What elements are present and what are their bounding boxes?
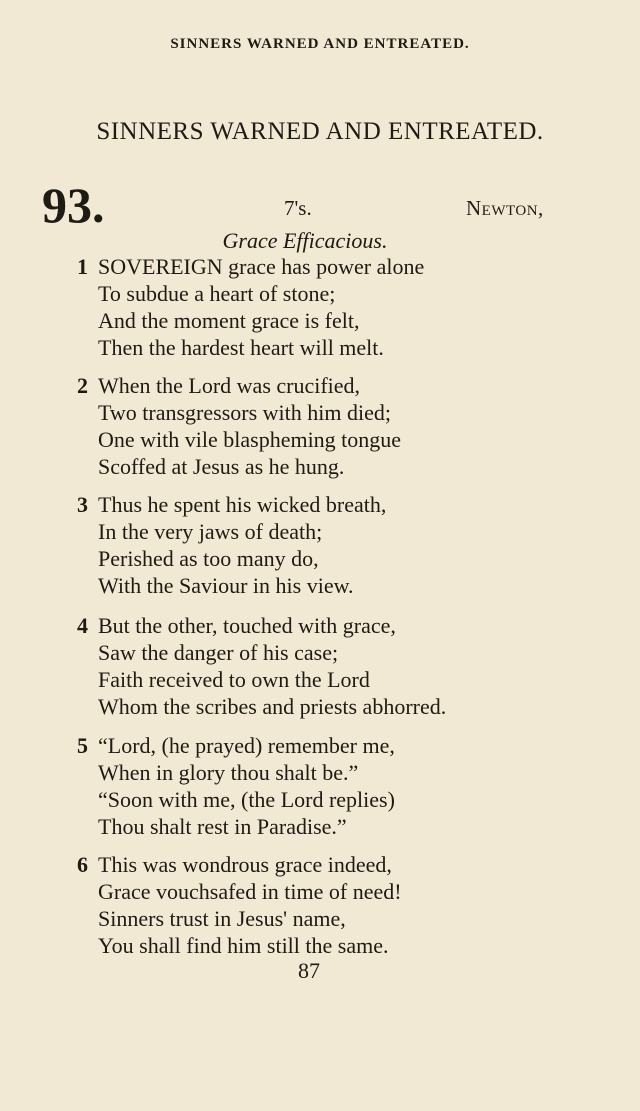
stanza-number: 6 [77,852,88,877]
verse-line: Whom the scribes and priests abhorred. [98,694,447,719]
verse-line: Two transgressors with him died; [98,400,391,425]
verse-line: When the Lord was crucified, [98,373,361,398]
stanza-number: 5 [77,733,88,758]
verse-line: In the very jaws of death; [98,519,323,544]
hymn-tune: Newton, [466,196,544,220]
verse-line: SOVEREIGN grace has power alone [98,254,425,279]
verse-line: With the Saviour in his view. [98,573,354,598]
verse-line: This was wondrous grace indeed, [98,852,392,877]
verse-line: Grace vouchsafed in time of need! [98,879,402,904]
verse-line: Faith received to own the Lord [98,667,370,692]
page-number: 87 [298,958,320,983]
verse-line: But the other, touched with grace, [98,613,396,638]
verse-line: Sinners trust in Jesus' name, [98,906,346,931]
stanza-number: 1 [77,254,88,279]
verse-line: “Soon with me, (the Lord replies) [98,787,395,812]
verse-line: Thou shalt rest in Paradise.” [98,814,347,839]
verse-line: Thus he spent his wicked breath, [98,492,387,517]
hymn-number: 93. [42,177,105,233]
running-head: SINNERS WARNED AND ENTREATED. [170,36,470,52]
verse-line: You shall find him still the same. [98,933,389,958]
verse-line: Then the hardest heart will melt. [98,335,384,360]
verse-line: Saw the danger of his case; [98,640,339,665]
hymn-subtitle: Grace Efficacious. [222,228,388,253]
stanza-number: 3 [77,492,88,517]
verse-line: Perished as too many do, [98,546,319,571]
verse-line: To subdue a heart of stone; [98,281,336,306]
section-title: SINNERS WARNED AND ENTREATED. [96,118,544,145]
verse-line: Scoffed at Jesus as he hung. [98,454,345,479]
hymn-meter: 7's. [284,196,312,220]
verse-line: “Lord, (he prayed) remember me, [98,733,395,758]
verse-line: And the moment grace is felt, [98,308,360,333]
stanza-number: 4 [77,613,88,638]
verse-line: One with vile blaspheming tongue [98,427,402,452]
verse-line: When in glory thou shalt be.” [98,760,359,785]
stanza-number: 2 [77,373,88,398]
